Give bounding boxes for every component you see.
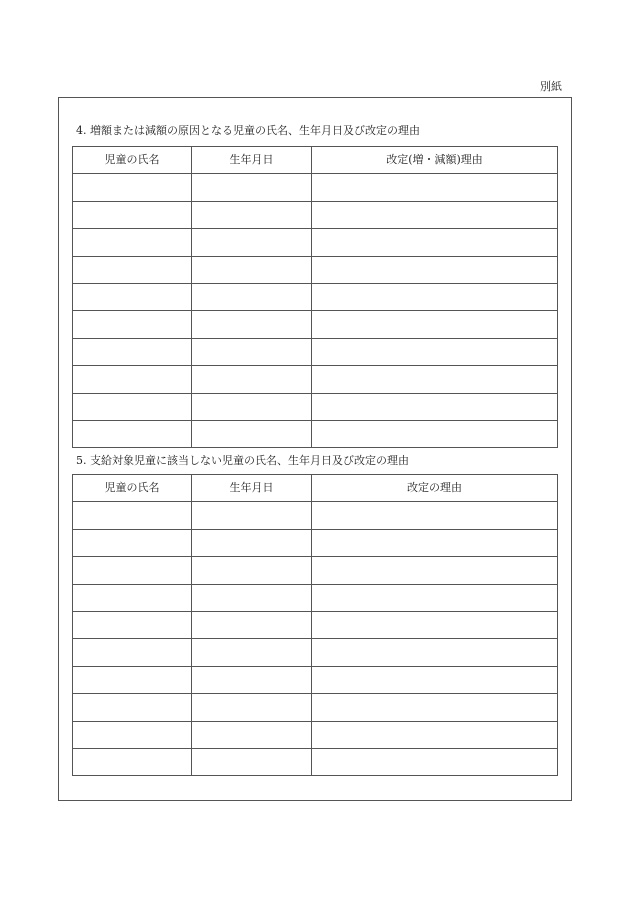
change-reason-table bbox=[72, 146, 558, 448]
child-name-field[interactable] bbox=[73, 174, 192, 201]
child-name-field[interactable] bbox=[73, 229, 192, 256]
child-name-field[interactable] bbox=[73, 502, 192, 529]
table-row bbox=[73, 748, 558, 775]
reason-field[interactable] bbox=[312, 311, 558, 338]
section-4-heading: 4. 増額または減額の原因となる児童の氏名、生年月日及び改定の理由 bbox=[76, 124, 420, 137]
table-row bbox=[73, 666, 558, 693]
table-row bbox=[73, 694, 558, 721]
child-name-field[interactable] bbox=[73, 311, 192, 338]
reason-field[interactable] bbox=[312, 174, 558, 201]
reason-field[interactable] bbox=[312, 502, 558, 529]
reason-field[interactable] bbox=[312, 584, 558, 611]
date-of-birth-field[interactable] bbox=[192, 666, 312, 693]
reason-field[interactable] bbox=[312, 721, 558, 748]
date-of-birth-field[interactable] bbox=[192, 174, 312, 201]
child-name-field[interactable] bbox=[73, 420, 192, 447]
reason-field[interactable] bbox=[312, 256, 558, 283]
table-row bbox=[73, 338, 558, 365]
attachment-label: 別紙 bbox=[540, 80, 562, 93]
date-of-birth-field[interactable] bbox=[192, 311, 312, 338]
date-of-birth-field[interactable] bbox=[192, 201, 312, 228]
date-of-birth-field[interactable] bbox=[192, 256, 312, 283]
table-row bbox=[73, 229, 558, 256]
child-name-field[interactable] bbox=[73, 748, 192, 775]
child-name-field[interactable] bbox=[73, 611, 192, 638]
header-child-name: 児童の氏名 bbox=[73, 475, 192, 502]
table-row bbox=[73, 393, 558, 420]
ineligible-child-table bbox=[72, 474, 558, 776]
reason-field[interactable] bbox=[312, 694, 558, 721]
child-name-field[interactable] bbox=[73, 338, 192, 365]
date-of-birth-field[interactable] bbox=[192, 694, 312, 721]
reason-field[interactable] bbox=[312, 229, 558, 256]
table-row bbox=[73, 639, 558, 666]
reason-field[interactable] bbox=[312, 639, 558, 666]
date-of-birth-field[interactable] bbox=[192, 229, 312, 256]
reason-field[interactable] bbox=[312, 611, 558, 638]
date-of-birth-field[interactable] bbox=[192, 338, 312, 365]
table-row bbox=[73, 201, 558, 228]
child-name-field[interactable] bbox=[73, 201, 192, 228]
reason-field[interactable] bbox=[312, 420, 558, 447]
child-name-field[interactable] bbox=[73, 256, 192, 283]
table-row bbox=[73, 174, 558, 201]
date-of-birth-field[interactable] bbox=[192, 502, 312, 529]
table-row bbox=[73, 366, 558, 393]
child-name-field[interactable] bbox=[73, 283, 192, 310]
table-row bbox=[73, 584, 558, 611]
date-of-birth-field[interactable] bbox=[192, 420, 312, 447]
reason-field[interactable] bbox=[312, 366, 558, 393]
date-of-birth-field[interactable] bbox=[192, 283, 312, 310]
reason-field[interactable] bbox=[312, 283, 558, 310]
child-name-field[interactable] bbox=[73, 557, 192, 584]
table-row bbox=[73, 283, 558, 310]
header-date-of-birth: 生年月日 bbox=[192, 147, 312, 174]
table-header-row bbox=[73, 147, 558, 174]
date-of-birth-field[interactable] bbox=[192, 529, 312, 556]
table-row bbox=[73, 611, 558, 638]
child-name-field[interactable] bbox=[73, 584, 192, 611]
date-of-birth-field[interactable] bbox=[192, 584, 312, 611]
date-of-birth-field[interactable] bbox=[192, 748, 312, 775]
date-of-birth-field[interactable] bbox=[192, 611, 312, 638]
table-row bbox=[73, 311, 558, 338]
table-row bbox=[73, 721, 558, 748]
reason-field[interactable] bbox=[312, 557, 558, 584]
child-name-field[interactable] bbox=[73, 694, 192, 721]
date-of-birth-field[interactable] bbox=[192, 721, 312, 748]
reason-field[interactable] bbox=[312, 201, 558, 228]
table-row bbox=[73, 502, 558, 529]
reason-field[interactable] bbox=[312, 529, 558, 556]
header-child-name: 児童の氏名 bbox=[73, 147, 192, 174]
child-name-field[interactable] bbox=[73, 666, 192, 693]
reason-field[interactable] bbox=[312, 666, 558, 693]
child-name-field[interactable] bbox=[73, 393, 192, 420]
child-name-field[interactable] bbox=[73, 721, 192, 748]
reason-field[interactable] bbox=[312, 393, 558, 420]
table-row bbox=[73, 420, 558, 447]
reason-field[interactable] bbox=[312, 748, 558, 775]
table-row bbox=[73, 256, 558, 283]
date-of-birth-field[interactable] bbox=[192, 639, 312, 666]
section-5-heading: 5. 支給対象児童に該当しない児童の氏名、生年月日及び改定の理由 bbox=[76, 454, 409, 467]
child-name-field[interactable] bbox=[73, 639, 192, 666]
date-of-birth-field[interactable] bbox=[192, 393, 312, 420]
header-date-of-birth: 生年月日 bbox=[192, 475, 312, 502]
header-reason: 改定(増・減額)理由 bbox=[312, 147, 558, 174]
child-name-field[interactable] bbox=[73, 529, 192, 556]
child-name-field[interactable] bbox=[73, 366, 192, 393]
header-reason: 改定の理由 bbox=[312, 475, 558, 502]
table-header-row bbox=[73, 475, 558, 502]
reason-field[interactable] bbox=[312, 338, 558, 365]
date-of-birth-field[interactable] bbox=[192, 366, 312, 393]
table-row bbox=[73, 529, 558, 556]
table-row bbox=[73, 557, 558, 584]
date-of-birth-field[interactable] bbox=[192, 557, 312, 584]
